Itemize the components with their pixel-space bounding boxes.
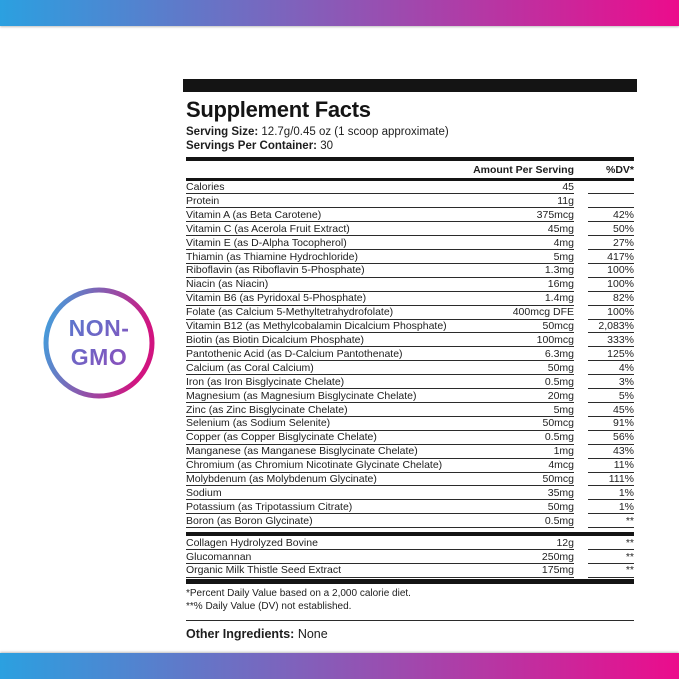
other-ingredients-line [186, 621, 634, 641]
table-row [186, 375, 634, 389]
nutrient-name: Zinc (as Zinc Bisglycinate Chelate) [186, 403, 348, 416]
nutrient-name: Pantothenic Acid (as D-Calcium Pantothenate) [186, 347, 403, 360]
table-row [186, 333, 634, 347]
nutrient-amount: 16mg [547, 278, 574, 291]
nutrient-name: Selenium (as Sodium Selenite) [186, 417, 331, 430]
nutrient-name: Biotin (as Biotin Dicalcium Phosphate) [186, 333, 364, 346]
nutrient-name: Vitamin C (as Acerola Fruit Extract) [186, 222, 350, 235]
nutrient-amount: 1mg [553, 445, 574, 458]
supplement-facts-panel [183, 79, 637, 641]
nutrient-dv: 5% [588, 389, 634, 403]
footnote-dv: *Percent Daily Value based on a 2,000 calorie diet. [186, 587, 411, 599]
panel-top-rule [183, 79, 637, 92]
nutrient-name: Chromium (as Chromium Nicotinate Glycinate Chelate) [186, 459, 443, 472]
ingredient-amount: 250mg [541, 550, 574, 563]
table-row [186, 536, 634, 550]
nutrient-dv: 100% [588, 306, 634, 320]
table-row [186, 500, 634, 514]
nutrient-amount: 1.4mg [544, 292, 574, 305]
nutrient-dv: 91% [588, 417, 634, 431]
table-row [186, 361, 634, 375]
nutrient-dv: 1% [588, 500, 634, 514]
nutrient-dv: 43% [588, 445, 634, 459]
non-gmo-line2: GMO [70, 344, 128, 370]
table-row [186, 514, 634, 528]
nutrient-amount: 50mg [547, 361, 574, 374]
nutrient-amount: 50mcg [542, 320, 574, 333]
nutrient-dv: 56% [588, 431, 634, 445]
nutrient-name: Vitamin E (as D-Alpha Tocopherol) [186, 236, 347, 249]
table-row [186, 389, 634, 403]
servings-value: 30 [317, 139, 334, 152]
nutrient-amount: 50mg [547, 500, 574, 513]
nutrient-dv: 100% [588, 264, 634, 278]
table-row [186, 250, 634, 264]
nutrient-dv: 4% [588, 361, 634, 375]
nutrient-dv: 27% [588, 236, 634, 250]
table-row [186, 264, 634, 278]
table-row [186, 550, 634, 564]
table-header-row [186, 161, 634, 178]
nutrient-amount: 5mg [553, 250, 574, 263]
footnote-not-established: **% Daily Value (DV) not established. [186, 600, 352, 612]
nutrient-amount: 400mcg DFE [512, 306, 574, 319]
table-row [186, 181, 634, 195]
nutrient-dv: 125% [588, 347, 634, 361]
nutrient-amount: 0.5mg [544, 431, 574, 444]
nutrient-dv: 42% [588, 208, 634, 222]
nutrient-name: Thiamin (as Thiamine Hydrochloride) [186, 250, 358, 263]
nutrient-amount: 0.5mg [544, 375, 574, 388]
nutrient-amount: 20mg [547, 389, 574, 402]
table-row [186, 445, 634, 459]
table-row [186, 208, 634, 222]
table-row [186, 222, 634, 236]
serving-size-value: 12.7g/0.45 oz (1 scoop approximate) [258, 126, 449, 138]
nutrient-amount: 35mg [547, 486, 574, 499]
nutrient-name: Vitamin B6 (as Pyridoxal 5-Phosphate) [186, 292, 367, 305]
nutrient-name: Iron (as Iron Bisglycinate Chelate) [186, 375, 345, 388]
ingredient-dv: ** [588, 564, 634, 578]
nutrient-amount: 1.3mg [544, 264, 574, 277]
panel-title: Supplement Facts [186, 97, 371, 122]
ingredient-name: Glucomannan [186, 550, 252, 563]
footnotes [186, 584, 634, 618]
nutrient-dv: 45% [588, 403, 634, 417]
nutrient-amount: 11g [557, 194, 574, 207]
nutrient-amount: 6.3mg [544, 347, 574, 360]
bottom-gradient-bar [0, 653, 679, 679]
table-row [186, 564, 634, 578]
top-gradient-bar [0, 0, 679, 26]
nutrient-name: Copper (as Copper Bisglycinate Chelate) [186, 431, 377, 444]
nutrient-name: Manganese (as Manganese Bisglycinate Chelate) [186, 445, 418, 458]
ingredient-dv: ** [588, 536, 634, 550]
table-row [186, 473, 634, 487]
nutrient-dv: 50% [588, 222, 634, 236]
ingredient-amount: 12g [556, 536, 574, 549]
nutrient-amount: 100mcg [536, 333, 574, 346]
nutrient-name: Calories [186, 181, 225, 193]
nutrient-name: Potassium (as Tripotassium Citrate) [186, 500, 353, 513]
nutrient-dv [588, 194, 634, 208]
table-row [186, 236, 634, 250]
nutrient-amount: 4mg [553, 236, 574, 249]
nutrient-dv: 100% [588, 278, 634, 292]
nutrient-name: Sodium [186, 486, 222, 499]
nutrient-dv: 417% [588, 250, 634, 264]
nutrient-amount: 375mcg [536, 208, 574, 221]
nutrient-name: Riboflavin (as Riboflavin 5-Phosphate) [186, 264, 365, 277]
proprietary-rows [186, 536, 634, 578]
nutrient-amount: 50mcg [542, 473, 574, 486]
nutrient-dv [588, 181, 634, 195]
table-row [186, 347, 634, 361]
nutrient-dv: 82% [588, 292, 634, 306]
table-row [186, 306, 634, 320]
non-gmo-badge [43, 287, 155, 399]
nutrient-dv: 1% [588, 486, 634, 500]
nutrient-amount: 4mcg [548, 459, 574, 472]
nutrient-amount: 5mg [553, 403, 574, 416]
table-row [186, 417, 634, 431]
table-row [186, 292, 634, 306]
nutrient-dv: ** [588, 514, 634, 528]
nutrient-dv: 11% [588, 459, 634, 473]
nutrient-name: Molybdenum (as Molybdenum Glycinate) [186, 473, 377, 486]
nutrient-name: Calcium (as Coral Calcium) [186, 361, 314, 374]
servings-label: Servings Per Container: [186, 139, 318, 152]
nutrient-dv: 2,083% [588, 320, 634, 334]
ingredient-dv: ** [588, 550, 634, 564]
serving-size-line [186, 126, 634, 140]
nutrient-name: Niacin (as Niacin) [186, 278, 269, 291]
nutrient-amount: 45 [562, 181, 574, 193]
other-ingredients-label: Other Ingredients: [186, 626, 295, 641]
ingredient-name: Organic Milk Thistle Seed Extract [186, 564, 342, 577]
nutrient-dv: 111% [588, 473, 634, 487]
table-row [186, 320, 634, 334]
ingredient-name: Collagen Hydrolyzed Bovine [186, 536, 318, 549]
nutrient-name: Magnesium (as Magnesium Bisglycinate Chelate) [186, 389, 417, 402]
amount-column-header: Amount Per Serving [473, 164, 574, 176]
nutrient-amount: 0.5mg [544, 514, 574, 527]
servings-per-container-line [186, 140, 634, 154]
nutrient-amount: 50mcg [542, 417, 574, 430]
table-row [186, 403, 634, 417]
serving-size-label: Serving Size: [186, 126, 259, 138]
table-row [186, 486, 634, 500]
nutrient-dv: 3% [588, 375, 634, 389]
dv-column-header: %DV* [605, 164, 634, 176]
ingredient-amount: 175mg [541, 564, 574, 577]
nutrient-dv: 333% [588, 333, 634, 347]
other-ingredients-value: None [294, 626, 328, 641]
non-gmo-line1: NON- [68, 315, 130, 342]
nutrient-rows [186, 181, 634, 529]
table-row [186, 278, 634, 292]
nutrient-amount: 45mg [547, 222, 574, 235]
table-row [186, 431, 634, 445]
nutrient-name: Vitamin A (as Beta Carotene) [186, 208, 322, 221]
nutrient-name: Vitamin B12 (as Methylcobalamin Dicalcium Phosphate) [186, 320, 447, 333]
table-row [186, 194, 634, 208]
nutrient-name: Folate (as Calcium 5-Methyltetrahydrofolate) [186, 306, 394, 319]
non-gmo-text [43, 287, 155, 399]
table-row [186, 459, 634, 473]
nutrient-name: Boron (as Boron Glycinate) [186, 514, 313, 527]
nutrient-name: Protein [186, 194, 220, 207]
